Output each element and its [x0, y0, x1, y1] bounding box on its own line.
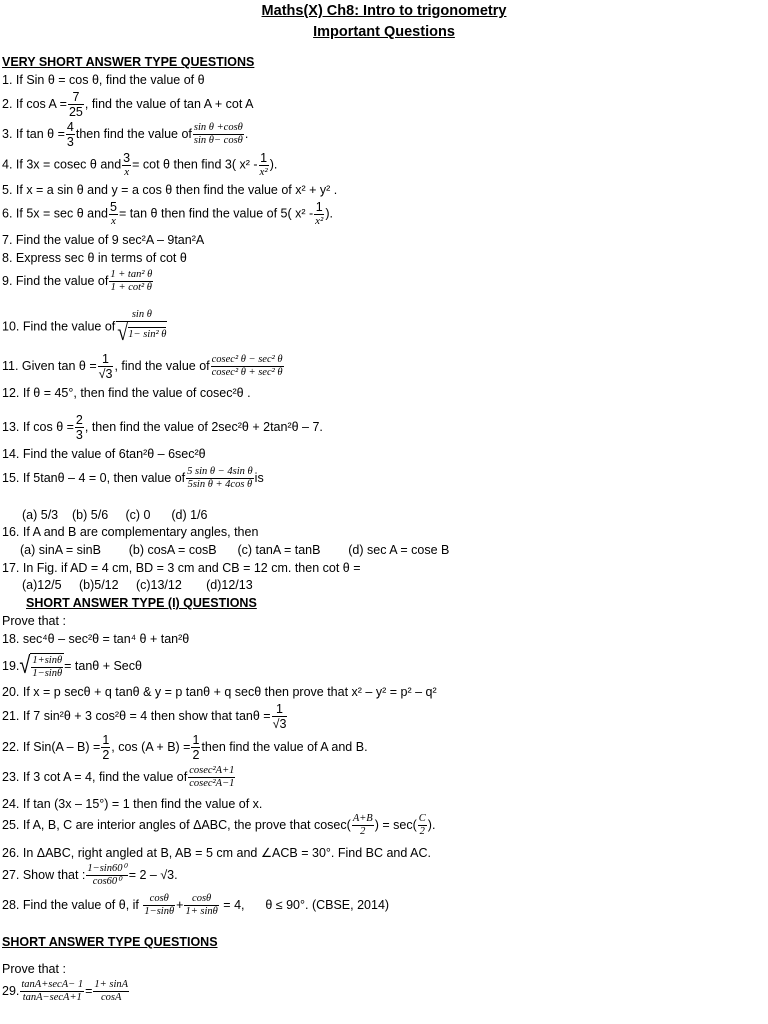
- question-22: 22. If Sin(A – B) = $\frac{1}{2}$ , cos (A + B) = $\frac{1}{2}$ then find the value of A and B.: [2, 733, 368, 763]
- question-7: 7. Find the value of 9 sec²A – 9tan²A: [2, 233, 205, 247]
- question-20: 20. If x = p secθ + q tanθ & y = p tanθ + q secθ then prove that x² – y² = p² – q²: [2, 685, 437, 699]
- question-2: 2. If cos A = $\frac{7}{25}$ , find the value of tan A + cot A: [2, 90, 254, 120]
- question-16-options: (a) sinA = sinB (b) cosA = cosB (c) tanA = tanB (d) sec A = cose B: [20, 543, 450, 557]
- question-5: 5. If x = a sin θ and y = a cos θ then find the value of x² + y² .: [2, 183, 338, 197]
- question-17-options: (a)12/5 (b)5/12 (c)13/12 (d)12/13: [22, 578, 253, 592]
- page-subtitle: Important Questions: [313, 24, 455, 40]
- question-28: 28. Find the value of θ, if $\frac{\cos\theta}{1-\sin\theta}$ + $\frac{\cos\theta}{1+ \sin\theta}$ = 4, θ ≤ 90°. (CBSE, 2014): [2, 893, 390, 918]
- question-26: 26. In ΔABC, right angled at B, AB = 5 cm and ∠ACB = 30°. Find BC and AC.: [2, 846, 431, 860]
- question-10: 10. Find the value of $\frac{\text{sin θ}}{\text{√1− sin² θ}}$: [2, 309, 167, 347]
- question-19: 19.√ $\frac{1+\sin\theta}{1-\sin\theta}$ = tanθ + Secθ: [2, 652, 142, 680]
- question-9: 9. Find the value of $\frac{\text{1 + tan² θ}}{\text{1 + cot² θ}}$: [2, 269, 153, 294]
- question-15-options: (a) 5/3 (b) 5/6 (c) 0 (d) 1/6: [22, 508, 208, 522]
- question-12: 12. If θ = 45°, then find the value of cosec²θ .: [2, 386, 251, 400]
- question-1: 1. If Sin θ = cos θ, find the value of θ: [2, 73, 205, 87]
- question-27: 27. Show that : $\frac{\text{1−sin60⁰}}{\text{cos60⁰}}$ = 2 – √3.: [2, 863, 178, 888]
- question-8: 8. Express sec θ in terms of cot θ: [2, 251, 187, 265]
- page-title: Maths(X) Ch8: Intro to trigonometry: [261, 3, 507, 19]
- section-heading-vsa: VERY SHORT ANSWER TYPE QUESTIONS: [2, 55, 255, 69]
- question-17: 17. In Fig. if AD = 4 cm, BD = 3 cm and CB = 12 cm. then cot θ =: [2, 561, 361, 575]
- question-11: 11. Given tan θ = $\frac{1}{√3}$ , find the value of cosec² θ − sec² θ cosec² θ + sec² θ: [2, 352, 283, 382]
- section-heading-sa: SHORT ANSWER TYPE QUESTIONS: [2, 935, 218, 949]
- question-18: 18. sec⁴θ – sec²θ = tan⁴ θ + tan²θ: [2, 632, 190, 646]
- question-24: 24. If tan (3x – 15°) = 1 then find the value of x.: [2, 797, 263, 811]
- question-21: 21. If 7 sin²θ + 3 cos²θ = 4 then show that tanθ = $\frac{1}{√3}$: [2, 702, 287, 732]
- prove-that-label-2: Prove that :: [2, 962, 66, 976]
- prove-that-label: Prove that :: [2, 614, 66, 628]
- question-3: 3. If tan θ = $\frac{4}{3}$ then find the value of $\frac{\text{sin θ +cosθ}}{\text{sin θ− cosθ}}$ .: [2, 120, 249, 150]
- question-4: 4. If 3x = cosec θ and $\frac{3}{x}$ = cot θ then find 3( x² - $\frac{1}{\text{x²}}$ ).: [2, 151, 278, 179]
- question-6: 6. If 5x = sec θ and $\frac{5}{x}$ = tan θ then find the value of 5( x² - $\frac{1}{\text{x²}}$ ).: [2, 200, 333, 228]
- question-29: 29. tanA+secA− 1 tanA−secA+1 = $\frac{1+ \sin A}{\cos A}$: [2, 979, 129, 1004]
- question-13: 13. If cos θ = $\frac{2}{3}$ , then find the value of 2sec²θ + 2tan²θ – 7.: [2, 413, 323, 443]
- question-23: 23. If 3 cot A = 4, find the value of $\frac{\text{cosec²A+1}}{\text{cosec²A−1}}$: [2, 765, 235, 790]
- section-heading-sa1: SHORT ANSWER TYPE (I) QUESTIONS: [26, 596, 257, 610]
- question-14: 14. Find the value of 6tan²θ – 6sec²θ: [2, 447, 206, 461]
- question-16: 16. If A and B are complementary angles, then: [2, 525, 259, 539]
- question-15: 15. If 5tanθ – 4 = 0, then value of $\frac{\text{5 sin θ − 4sin θ}}{\text{5sin θ + 4cos θ}}$ is: [2, 466, 264, 491]
- question-25: 25. If A, B, C are interior angles of ΔABC, the prove that cosec( $\frac{A+B}{2}$ ) = sec( $\frac{C}{2}$ ).: [2, 813, 436, 838]
